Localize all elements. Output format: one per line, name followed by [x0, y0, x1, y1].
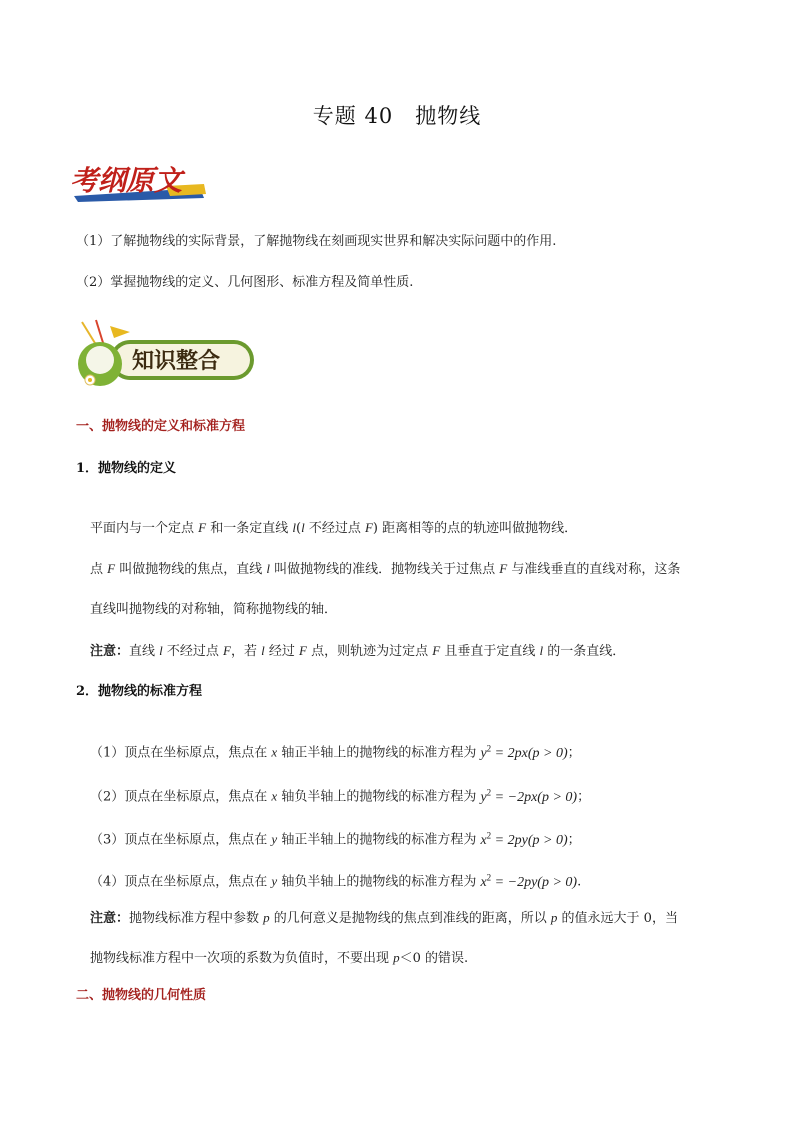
section2-heading: 二、抛物线的几何性质 [76, 988, 207, 1003]
exam-outline-banner [70, 158, 210, 206]
standard-equation-heading: 2．抛物线的标准方程 [76, 684, 203, 699]
page-title: 专题 40 抛物线 [312, 104, 482, 128]
definition-paragraph-1: 平面内与一个定点 F 和一条定直线 l(l 不经过点 F) 距离相等的点的轨迹叫做抛物线． [90, 520, 578, 536]
banner-underline-icon [70, 158, 210, 202]
equation-note-2: 抛物线标准方程中一次项的系数为负值时，不要出现 p＜0 的错误. [90, 950, 469, 966]
exam-outline-banner-text: 考纲原文 [70, 164, 183, 197]
definition-heading: 1．抛物线的定义 [76, 461, 177, 476]
definition-note: 注意：直线 l 不经过点 F，若 l 经过 F 点，则轨迹为过定点 F 且垂直于定直线 l 的一条直线． [90, 643, 626, 659]
equation-item-1: （1）顶点在坐标原点，焦点在 x 轴正半轴上的抛物线的标准方程为 $y^2 = 2px(p > 0)$； [90, 743, 581, 761]
coconut-badge-icon [70, 318, 260, 390]
knowledge-banner [70, 318, 260, 394]
equation-item-3: （3）顶点在坐标原点，焦点在 y 轴正半轴上的抛物线的标准方程为 $x^2 = 2py(p > 0)$； [90, 830, 581, 848]
definition-paragraph-2: 点 F 叫做抛物线的焦点，直线 l 叫做抛物线的准线．抛物线关于过焦点 F 与准线垂直的直线对称，这条 [90, 561, 681, 577]
outline-item-2: （2）掌握抛物线的定义、几何图形、标准方程及简单性质. [76, 275, 414, 290]
equation-item-2: （2）顶点在坐标原点，焦点在 x 轴负半轴上的抛物线的标准方程为 $y^2 = -2px(p > 0)$； [90, 787, 591, 805]
outline-item-1: （1）了解抛物线的实际背景，了解抛物线在刻画现实世界和解决实际问题中的作用. [76, 234, 557, 249]
equation-item-4: （4）顶点在坐标原点，焦点在 y 轴负半轴上的抛物线的标准方程为 $x^2 = -2py(p > 0)$. [90, 872, 582, 890]
equation-note-1: 注意：抛物线标准方程中参数 p 的几何意义是抛物线的焦点到准线的距离，所以 p 的值永远大于 0，当 [90, 910, 678, 926]
section1-heading: 一、抛物线的定义和标准方程 [76, 419, 246, 434]
definition-paragraph-3: 直线叫抛物线的对称轴，简称抛物线的轴． [90, 602, 338, 617]
knowledge-banner-text: 知识整合 [132, 349, 221, 374]
